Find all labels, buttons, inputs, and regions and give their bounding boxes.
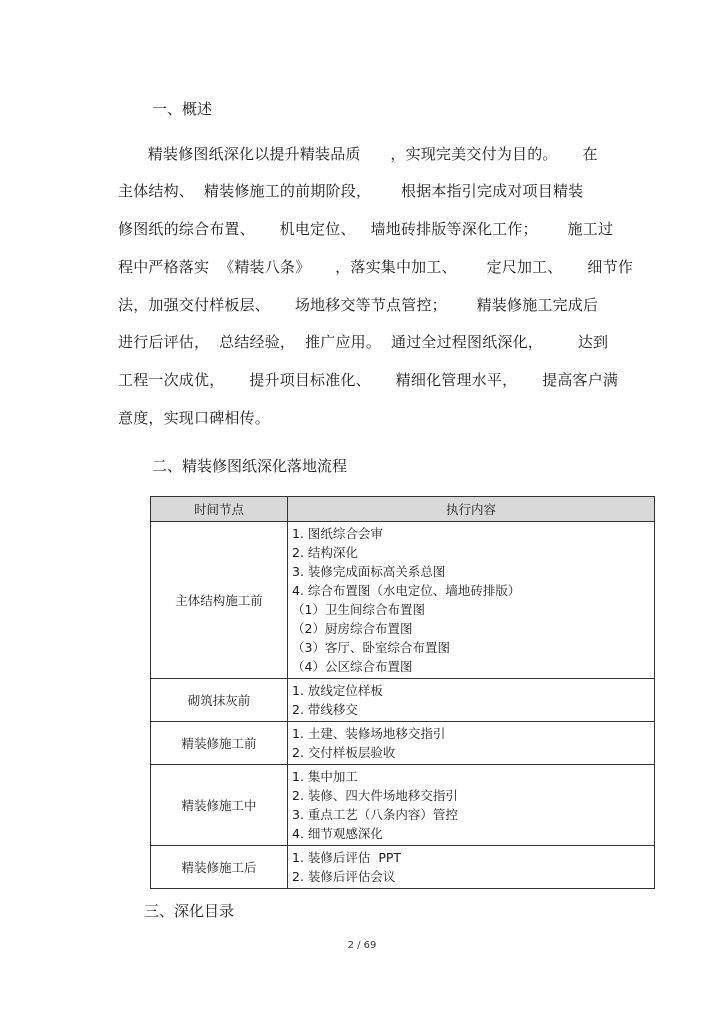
- time-node-cell: 主体结构施工前: [151, 522, 288, 679]
- flow-table: [150, 496, 655, 889]
- content-item: （3）客厅、卧室综合布置图: [292, 640, 450, 655]
- overview-line-2: 主体结构、 精装修施工的前期阶段， 根据本指引完成对项目精装: [118, 182, 584, 200]
- content-item: （4）公区综合布置图: [292, 659, 413, 674]
- section-heading-catalog: 三、深化目录: [144, 902, 235, 920]
- content-item: （1）卫生间综合布置图: [292, 602, 425, 617]
- time-node-cell: 精装修施工中: [151, 765, 288, 846]
- content-item: 2. 装修后评估会议: [292, 869, 396, 884]
- column-header-content: 执行内容: [288, 497, 655, 522]
- content-item: 2. 装修、四大件场地移交指引: [292, 788, 458, 803]
- table-row: [151, 846, 655, 889]
- column-header-time-node: 时间节点: [151, 497, 288, 522]
- section-heading-flow: 二、精装修图纸深化落地流程: [152, 457, 348, 475]
- table-row: [151, 679, 655, 722]
- overview-line-5: 法，加强交付样板层、 场地移交等节点管控； 精装修施工完成后: [118, 296, 599, 314]
- content-item: 1. 图纸综合会审: [292, 526, 383, 541]
- content-item: 4. 综合布置图（水电定位、墙地砖排版）: [292, 583, 521, 598]
- content-item: 1. 集中加工: [292, 769, 358, 784]
- overview-line-3: 修图纸的综合布置、 机电定位、 墙地砖排版等深化工作； 施工过: [118, 220, 614, 238]
- content-item: （2）厨房综合布置图: [292, 621, 413, 636]
- content-cell: [288, 522, 655, 679]
- content-item: 1. 放线定位样板: [292, 683, 383, 698]
- content-cell: [288, 765, 655, 846]
- overview-line-7: 工程一次成优， 提升项目标准化、 精细化管理水平， 提高客户满: [118, 371, 619, 389]
- table-header-row: [151, 497, 655, 522]
- content-item: 2. 结构深化: [292, 545, 358, 560]
- overview-line-8: 意度，实现口碑相传。: [118, 409, 271, 427]
- content-item: 1. 装修后评估 PPT: [292, 850, 402, 865]
- page-number: 2 / 69: [347, 940, 377, 951]
- time-node-cell: 砌筑抹灰前: [151, 679, 288, 722]
- table-row: [151, 722, 655, 765]
- content-item: 3. 装修完成面标高关系总图: [292, 564, 446, 579]
- table-row: [151, 522, 655, 679]
- content-item: 4. 细节观感深化: [292, 826, 383, 841]
- content-cell: [288, 846, 655, 889]
- time-node-cell: 精装修施工前: [151, 722, 288, 765]
- time-node-cell: 精装修施工后: [151, 846, 288, 889]
- content-item: 2. 交付样板层验收: [292, 745, 396, 760]
- content-item: 3. 重点工艺（八条内容）管控: [292, 807, 458, 822]
- section-heading-overview: 一、概述: [152, 100, 213, 118]
- content-cell: [288, 679, 655, 722]
- content-item: 1. 土建、装修场地移交指引: [292, 726, 446, 741]
- overview-line-6: 进行后评估， 总结经验， 推广应用。 通过全过程图纸深化， 达到: [118, 333, 609, 351]
- content-item: 2. 带线移交: [292, 702, 358, 717]
- content-cell: [288, 722, 655, 765]
- overview-line-4: 程中严格落实 《精装八条》 ，落实集中加工、 定尺加工、 细节作: [118, 258, 634, 276]
- overview-line-1: 精装修图纸深化以提升精装品质 ，实现完美交付为目的。 在: [118, 145, 598, 163]
- table-row: [151, 765, 655, 846]
